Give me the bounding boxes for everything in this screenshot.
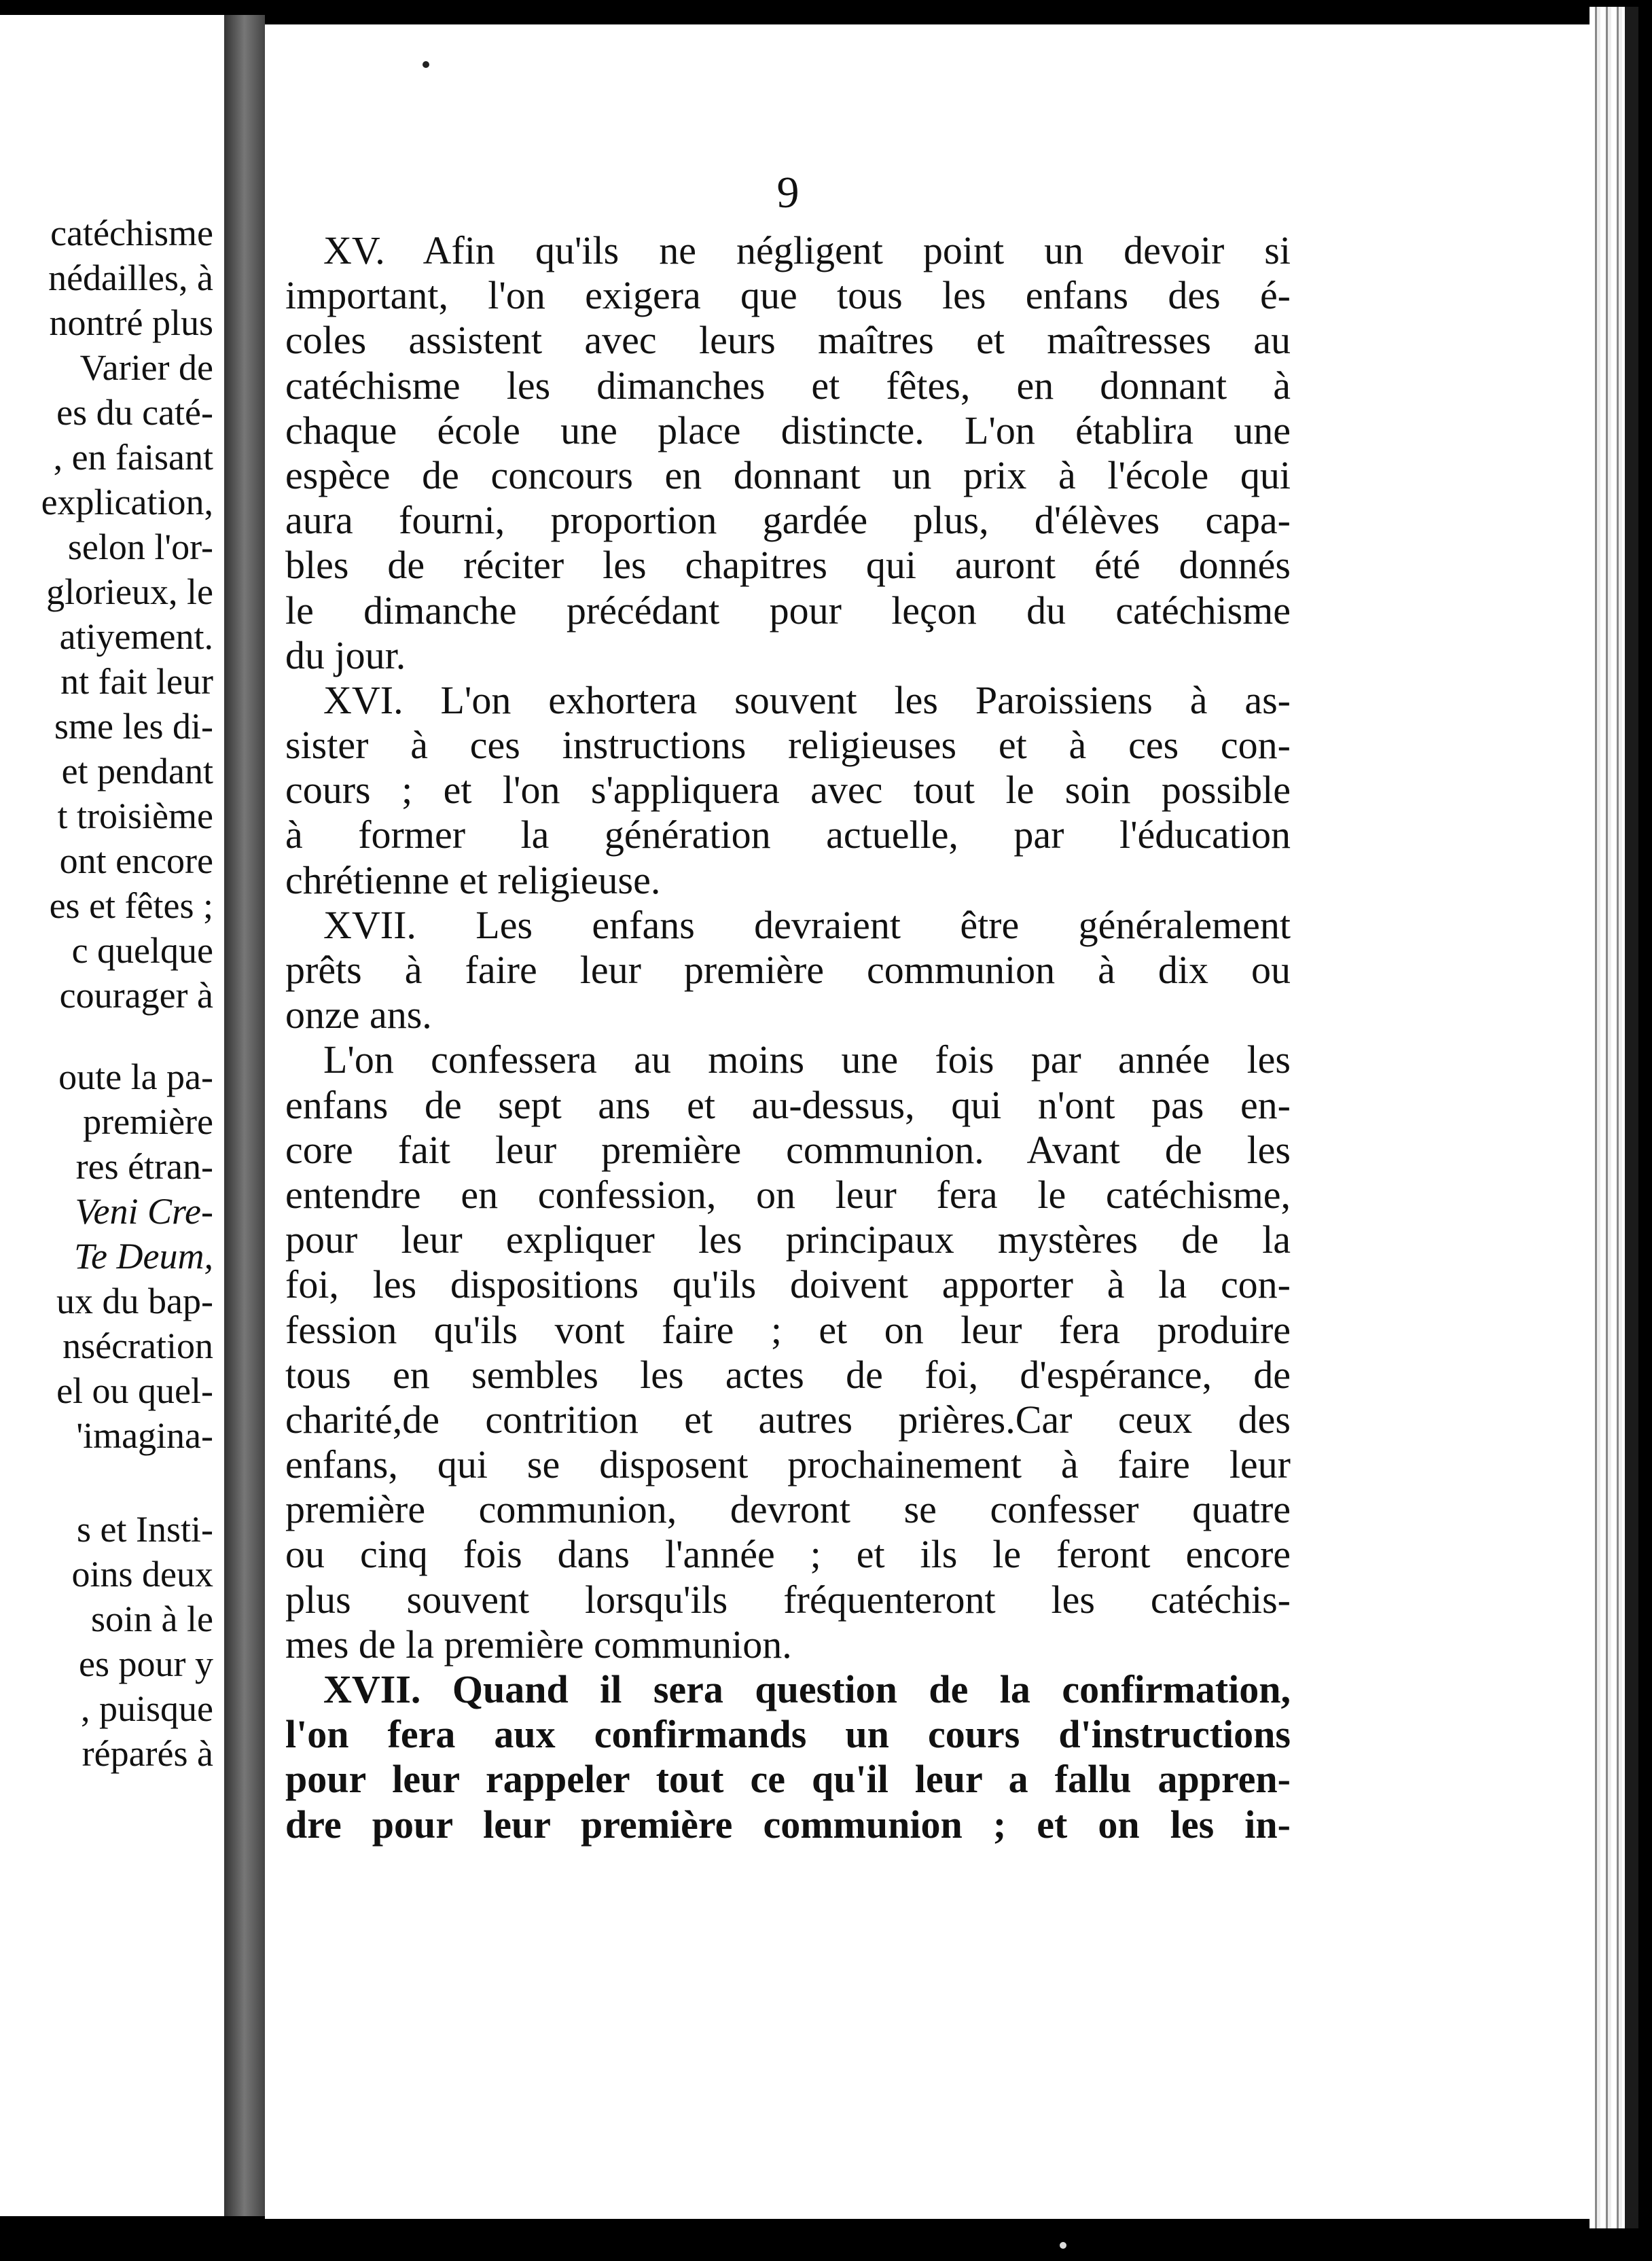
- page-body: [285, 228, 1291, 1847]
- paragraph-line: du jour.: [285, 633, 406, 677]
- paragraph-line: mes de la première communion.: [285, 1622, 792, 1667]
- paragraph-line: sister à ces instructions religieuses et à ces con-: [285, 723, 1291, 768]
- left-line: explication,: [41, 482, 213, 522]
- paragraph-line: fession qu'ils vont faire ; et on leur fera produire: [285, 1307, 1291, 1352]
- paragraph-line: aura fourni, proportion gardée plus, d'élèves capa-: [285, 498, 1291, 543]
- paragraph-line: le dimanche précédant pour leçon du catéchisme: [285, 588, 1291, 633]
- right-page: [265, 24, 1590, 2219]
- left-line: , puisque: [81, 1688, 213, 1729]
- paragraph-line: cours ; et l'on s'appliquera avec tout le soin possible: [285, 768, 1291, 813]
- scan-speck: [1060, 2242, 1066, 2249]
- left-line: Varier de: [79, 347, 213, 388]
- left-line: réparés à: [82, 1733, 213, 1774]
- left-line: et pendant: [61, 751, 213, 791]
- left-line: ont encore: [59, 840, 213, 881]
- left-line: oute la pa-: [58, 1056, 213, 1097]
- paragraph-line: prêts à faire leur première communion à dix ou: [285, 948, 1291, 992]
- left-line: el ou quel-: [56, 1370, 213, 1411]
- page-number: 9: [776, 168, 800, 217]
- left-line: oins deux: [71, 1554, 213, 1595]
- left-line: , en faisant: [53, 437, 213, 478]
- left-line: t troisième: [57, 796, 213, 836]
- left-line: nontré plus: [49, 302, 213, 343]
- page-edges: [1590, 7, 1638, 2228]
- paragraph-line: chrétienne et religieuse.: [285, 857, 661, 902]
- ink-speck: [423, 61, 429, 68]
- left-line: es du caté-: [56, 392, 213, 433]
- left-line: res étran-: [75, 1146, 213, 1187]
- left-line: es pour y: [79, 1643, 213, 1684]
- left-line: nédailles, à: [48, 257, 213, 298]
- left-line: courager à: [59, 975, 213, 1016]
- paragraph-line: enfans de sept ans et au-dessus, qui n'ont pas en-: [285, 1082, 1291, 1127]
- left-line: nsécration: [62, 1325, 213, 1366]
- left-line: sme les di-: [54, 706, 213, 747]
- left-line: atiyement.: [59, 616, 213, 657]
- left-line: glorieux, le: [46, 571, 213, 612]
- paragraph-line: onze ans.: [285, 993, 432, 1037]
- left-line: c quelque: [71, 930, 213, 971]
- left-page-fragment: [0, 15, 224, 2216]
- left-line-italic: Veni Cre-: [75, 1191, 213, 1232]
- paragraph-line: chaque école une place distincte. L'on établira une: [285, 408, 1291, 452]
- paragraph-line: bles de réciter les chapitres qui auront été donnés: [285, 543, 1291, 588]
- paragraph-line: entendre en confession, on leur fera le catéchisme,: [285, 1172, 1291, 1217]
- paragraph-line: XVII. Quand il sera question de la confirmation,: [323, 1667, 1291, 1711]
- left-line: nt fait leur: [60, 661, 213, 702]
- left-line: es et fêtes ;: [49, 885, 213, 926]
- paragraph-line: coles assistent avec leurs maîtres et maîtresses au: [285, 318, 1291, 363]
- paragraph-line: important, l'on exigera que tous les enfans des é-: [285, 273, 1291, 318]
- paragraph-line: l'on fera aux confirmands un cours d'instructions: [285, 1712, 1291, 1757]
- left-line: catéchisme: [50, 213, 213, 253]
- left-line: 'imagina-: [76, 1415, 213, 1456]
- book-gutter: [224, 15, 265, 2216]
- paragraph-line: charité,de contrition et autres prières.Car ceux des: [285, 1397, 1291, 1442]
- paragraph-line: dre pour leur première communion ; et on les in-: [285, 1802, 1291, 1847]
- paragraph-line: XV. Afin qu'ils ne négligent point un devoir si: [323, 228, 1291, 272]
- paragraph-line: XVII. Les enfans devraient être généralement: [323, 902, 1291, 947]
- paragraph-line: pour leur expliquer les principaux mystères de la: [285, 1217, 1291, 1262]
- paragraph-line: XVI. L'on exhortera souvent les Paroissiens à as-: [323, 677, 1291, 722]
- left-line: s et Insti-: [77, 1509, 213, 1550]
- paragraph-line: catéchisme les dimanches et fêtes, en donnant à: [285, 363, 1291, 408]
- paragraph-line: L'on confessera au moins une fois par année les: [323, 1037, 1291, 1082]
- left-line: première: [83, 1101, 213, 1142]
- paragraph-line: pour leur rappeler tout ce qu'il leur a fallu appren-: [285, 1757, 1291, 1802]
- paragraph-line: espèce de concours en donnant un prix à l'école qui: [285, 452, 1291, 497]
- left-line-italic: Te Deum,: [73, 1236, 213, 1277]
- left-line: selon l'or-: [67, 527, 213, 567]
- paragraph-line: plus souvent lorsqu'ils fréquenteront les catéchis-: [285, 1577, 1291, 1622]
- paragraph-line: foi, les dispositions qu'ils doivent apporter à la con-: [285, 1262, 1291, 1307]
- paragraph-line: ou cinq fois dans l'année ; et ils le feront encore: [285, 1532, 1291, 1577]
- paragraph-line: tous en sembles les actes de foi, d'espérance, de: [285, 1352, 1291, 1397]
- left-line: soin à le: [91, 1599, 213, 1639]
- paragraph-line: première communion, devront se confesser quatre: [285, 1487, 1291, 1532]
- edge-shadow: [1625, 7, 1638, 2228]
- left-line: ux du bap-: [56, 1281, 213, 1321]
- paragraph-line: core fait leur première communion. Avant de les: [285, 1127, 1291, 1172]
- paragraph-line: à former la génération actuelle, par l'éducation: [285, 813, 1291, 857]
- paragraph-line: enfans, qui se disposent prochainement à faire leur: [285, 1442, 1291, 1487]
